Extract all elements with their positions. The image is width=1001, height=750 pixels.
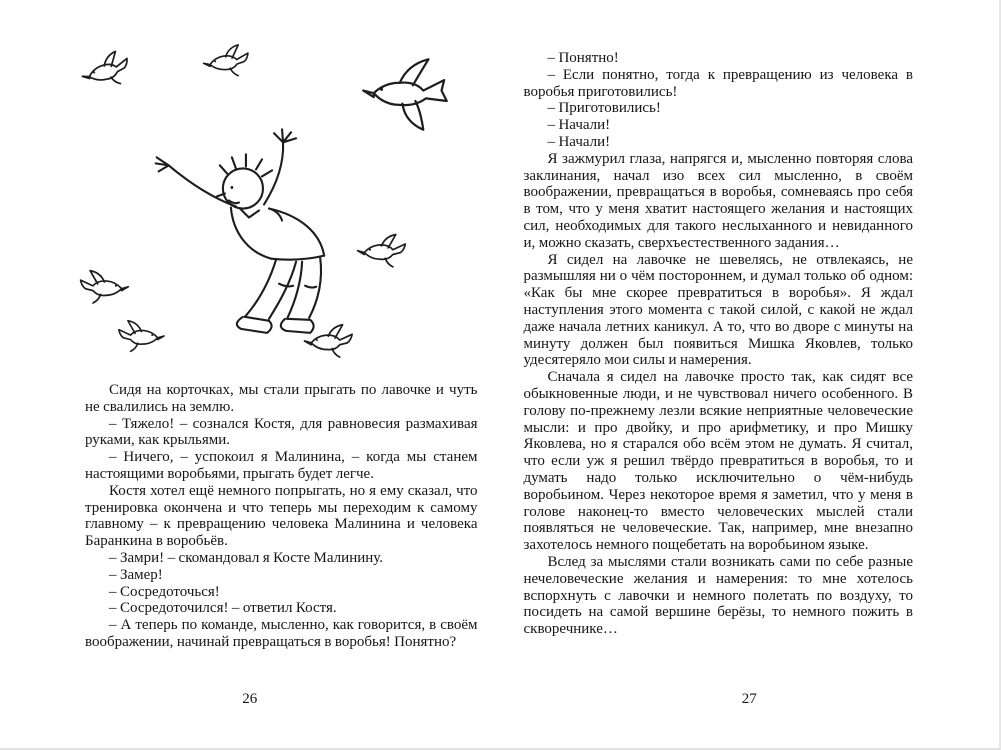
sparrow-icon xyxy=(202,44,250,79)
paragraph: – Сосредоточься! xyxy=(109,583,220,600)
paragraph: – Если понятно, тогда к превращению из человека в воробья приготовились! xyxy=(523,66,913,100)
paragraph: – Замри! – скомандовал я Косте Малинину. xyxy=(109,549,384,566)
paragraph: – Начали! xyxy=(547,117,611,134)
page-right-text xyxy=(524,50,914,638)
paragraph: – Тяжело! – сознался Костя, для равновесия размахивая руками, как крыльями. xyxy=(85,415,478,449)
boy-figure xyxy=(156,129,325,333)
sparrow-icon xyxy=(81,271,129,303)
paragraph: Сначала я сидел на лавочке просто так, как сидят все обыкновенные люди, и не чувствовал ничего особенного. В голову по-прежнему лезли всякие неприятные человеческие мысли: и про двойку, и про арифметику, и про Мишку Яковлева, но я старался обо всём этом не думать. Я считал, что если уж я решил твёрдо превратиться в воробья, то и думать надо только исключительно о чём-нибудь воробьином. Через некоторое время я заметил, что у меня в голове наконец-то вместо человеческих мыслей стали появляться не человеческие. Так, например, мне внезапно захотелось немного пощебетать на воробьином языке. xyxy=(523,369,913,554)
paragraph: Костя хотел ещё немного попрыгать, но я ему сказал, что тренировка окончена и что теперь мы переходим к самому главному – к превращению человека Малинина и человека Баранкина в воробьёв. xyxy=(85,482,478,550)
page-right xyxy=(500,0,1000,748)
page-left-text xyxy=(85,382,478,651)
sparrow-icon xyxy=(78,49,132,92)
paragraph: Вслед за мыслями стали возникать сами по себе разные нечеловеческие желания и намерения: то мне хотелось вспорхнуть с лавочки и немного полетать по воздуху, то посидеть на самой вершине берёзы, то немного пожить в скворечнике… xyxy=(523,553,913,638)
sparrow-icon xyxy=(119,321,164,352)
paragraph: – А теперь по команде, мысленно, как говорится, в своём воображении, начинай превращаться в воробья! Понятно? xyxy=(85,617,478,650)
sparrow-icon xyxy=(358,234,406,266)
paragraph: – Замер! xyxy=(109,566,163,583)
paragraph: – Ничего, – успокоил я Малинина, – когда мы станем настоящими воробьями, прыгать будет легче. xyxy=(85,449,478,482)
page-number-right: 27 xyxy=(741,691,757,707)
paragraph: – Приготовились! xyxy=(547,100,661,117)
paragraph: – Начали! xyxy=(547,133,611,150)
sparrow-icon xyxy=(363,59,446,129)
paragraph: Сидя на корточках, мы стали прыгать по лавочке и чуть не свалились на землю. xyxy=(85,382,478,415)
paragraph: – Понятно! xyxy=(547,50,619,66)
page-left xyxy=(0,0,500,748)
paragraph: – Сосредоточился! – ответил Костя. xyxy=(109,600,337,617)
page-number-left: 26 xyxy=(242,691,258,707)
paragraph: Я зажмурил глаза, напрягся и, мысленно повторяя слова заклинания, начал изо всех сил мысленно, в своём воображении, превращаться в воробья, сомневаясь про себя в том, что у меня хватит настоящего желания и настоящих сил, необходимых для такого неслыханного и невиданного и, можно сказать, сверхъестественного задания… xyxy=(523,150,913,251)
paragraph: Я сидел на лавочке не шевелясь, не отвлекаясь, не размышляя ни о чём постороннем, и думал только об одном: «Как бы мне скорее превратиться в воробья». Я ждал наступления этого момента с такой силой, с какой не ждал даже начала летних каникул. А то, что во дворе с минуты на минуту должен был появиться Мишка Яковлев, только удесятеряло мои силы и намерения. xyxy=(523,251,913,369)
illustration-svg xyxy=(59,36,471,372)
illustration-boy-and-sparrows xyxy=(59,36,471,372)
